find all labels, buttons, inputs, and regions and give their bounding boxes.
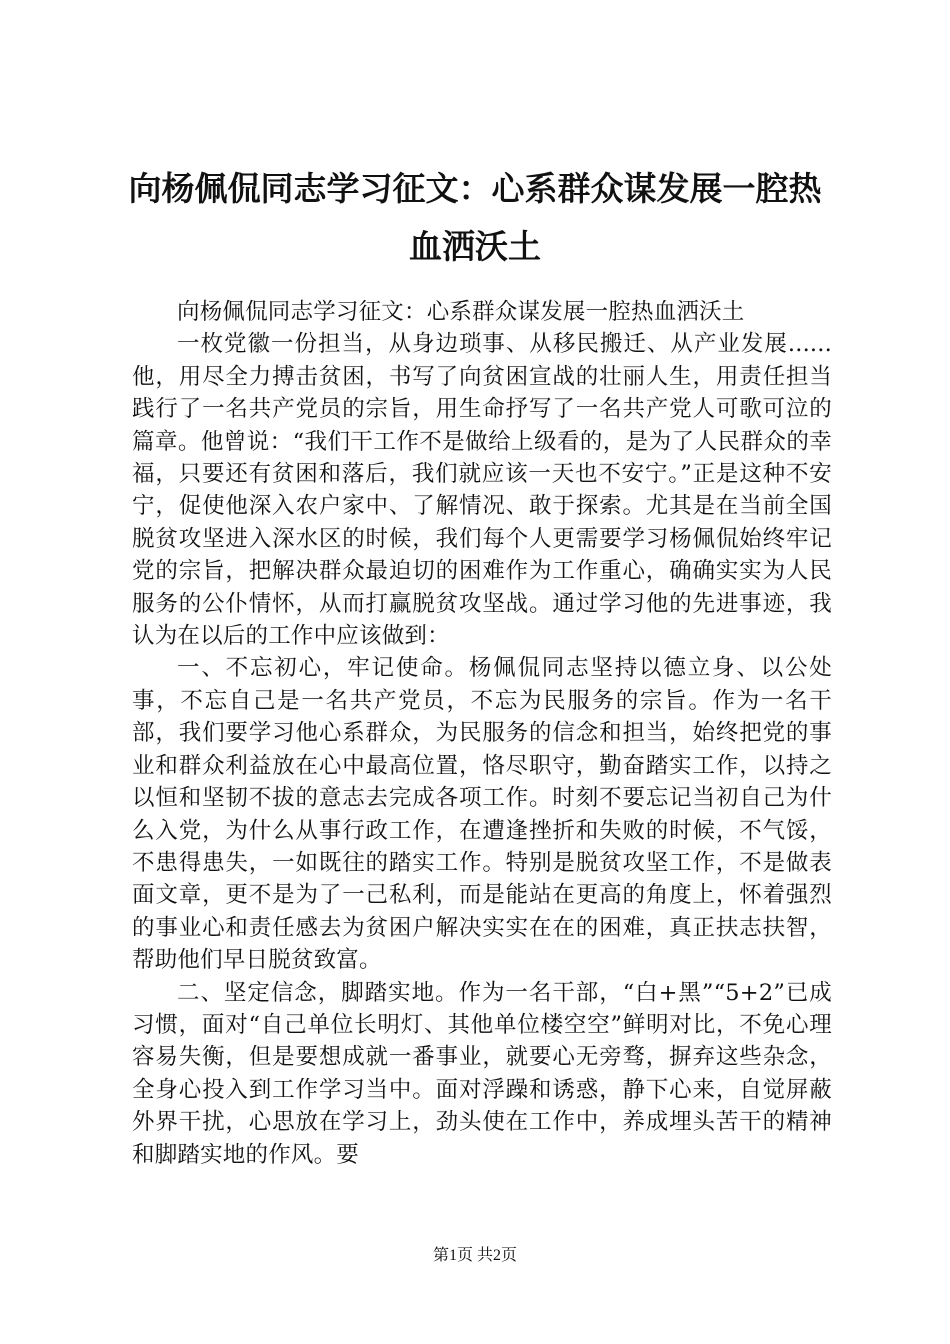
paragraph-point-one: 一、不忘初心，牢记使命。杨佩侃同志坚持以德立身、以公处事，不忘自己是一名共产党员，不忘为民服务的宗旨。作为一名干部，我们要学习他心系群众，为民服务的信念和担当，始终把党的事业和群众利益放在心中最高位置，恪尽职守，勤奋踏实工作，以持之以恒和坚韧不拔的意志去完成各项工作。时刻不要忘记当初自己为什么入党，为什么从事行政工作，在遭逢挫折和失败的时候，不气馁，不患得患失，一如既往的踏实工作。特别是脱贫攻坚工作，不是做表面文章，更不是为了一己私利，而是能站在更高的角度上，怀着强烈的事业心和责任感去为贫困户解决实实在在的困难，真正扶志扶智，帮助他们早日脱贫致富。 <box>132 655 832 974</box>
paragraph-intro: 一枚党徽一份担当，从身边琐事、从移民搬迁、从产业发展......他，用尽全力搏击贫困，书写了向贫困宣战的壮丽人生，用责任担当践行了一名共产党员的宗旨，用生命抒写了一名共产党人可歌可泣的篇章。他曾说：“我们干工作不是做给上级看的，是为了人民群众的幸福，只要还有贫困和落后，我们就应该一天也不安宁。”正是这种不安宁，促使他深入农户家中、了解情况、敢于探索。尤其是在当前全国脱贫攻坚进入深水区的时候，我们每个人更需要学习杨佩侃始终牢记党的宗旨，把解决群众最迫切的困难作为工作重心，确确实实为人民服务的公仆情怀，从而打赢脱贫攻坚战。通过学习他的先进事迹，我认为在以后的工作中应该做到： <box>132 331 832 650</box>
page-number-footer: 第1页 共2页 <box>432 1247 517 1264</box>
document-title: 向杨佩侃同志学习征文：心系群众谋发展一腔热血洒沃土 <box>128 169 822 266</box>
paragraph-point-two: 二、坚定信念，脚踏实地。作为一名干部，“白+黑”“5+2”已成习惯，面对“自己单位长明灯、其他单位楼空空”鲜明对比，不免心理容易失衡，但是要想成就一番事业，就要心无旁骛，摒弃这些杂念，全身心投入到工作学习当中。面对浮躁和诱惑，静下心来，自觉屏蔽外界干扰，心思放在学习上，劲头使在工作中，养成埋头苦干的精神和脚踏实地的作风。要 <box>132 979 832 1168</box>
document-body <box>132 296 832 1171</box>
paragraph-subtitle: 向杨佩侃同志学习征文：心系群众谋发展一腔热血洒沃土 <box>177 299 745 325</box>
